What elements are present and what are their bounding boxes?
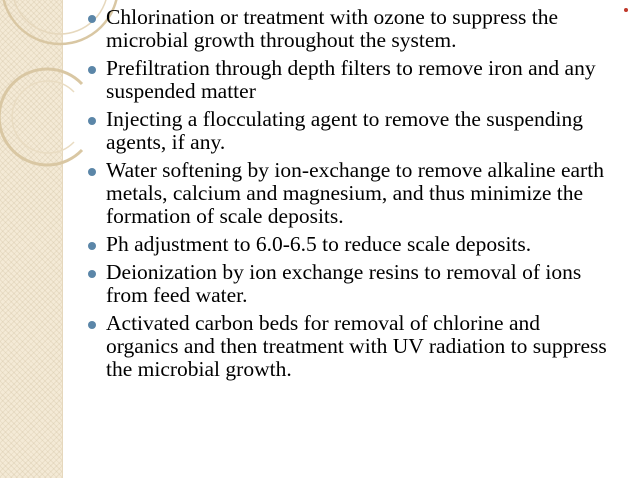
bullet-item: [88, 6, 616, 52]
bullet-item: [88, 57, 616, 103]
bullet-dot-icon: [88, 117, 96, 125]
corner-dot-icon: [624, 8, 628, 12]
bullet-text: Injecting a flocculating agent to remove the suspending agents, if any.: [106, 107, 584, 154]
bullet-text: Ph adjustment to 6.0-6.5 to reduce scale deposits.: [106, 232, 532, 256]
bullet-text: Deionization by ion exchange resins to removal of ions from feed water.: [106, 260, 582, 307]
bullet-text: Water softening by ion-exchange to remove alkaline earth metals, calcium and magnesium, and thus minimize the formation of scale deposits.: [106, 158, 604, 228]
bullet-dot-icon: [88, 15, 96, 23]
bullet-item: [88, 108, 616, 154]
bullet-text: Prefiltration through depth filters to remove iron and any suspended matter: [106, 56, 596, 103]
bullet-dot-icon: [88, 168, 96, 176]
bullet-item: [88, 159, 616, 228]
bullet-dot-icon: [88, 242, 96, 250]
bullet-item: [88, 261, 616, 307]
bullet-dot-icon: [88, 321, 96, 329]
bullet-item: [88, 233, 616, 256]
bullet-dot-icon: [88, 66, 96, 74]
bullet-text: Chlorination or treatment with ozone to suppress the microbial growth throughout the system.: [106, 5, 559, 52]
bullet-dot-icon: [88, 270, 96, 278]
bullet-list: [88, 6, 616, 386]
bullet-text: Activated carbon beds for removal of chlorine and organics and then treatment with UV radiation to suppress the microbial growth.: [106, 311, 607, 381]
bullet-item: [88, 312, 616, 381]
